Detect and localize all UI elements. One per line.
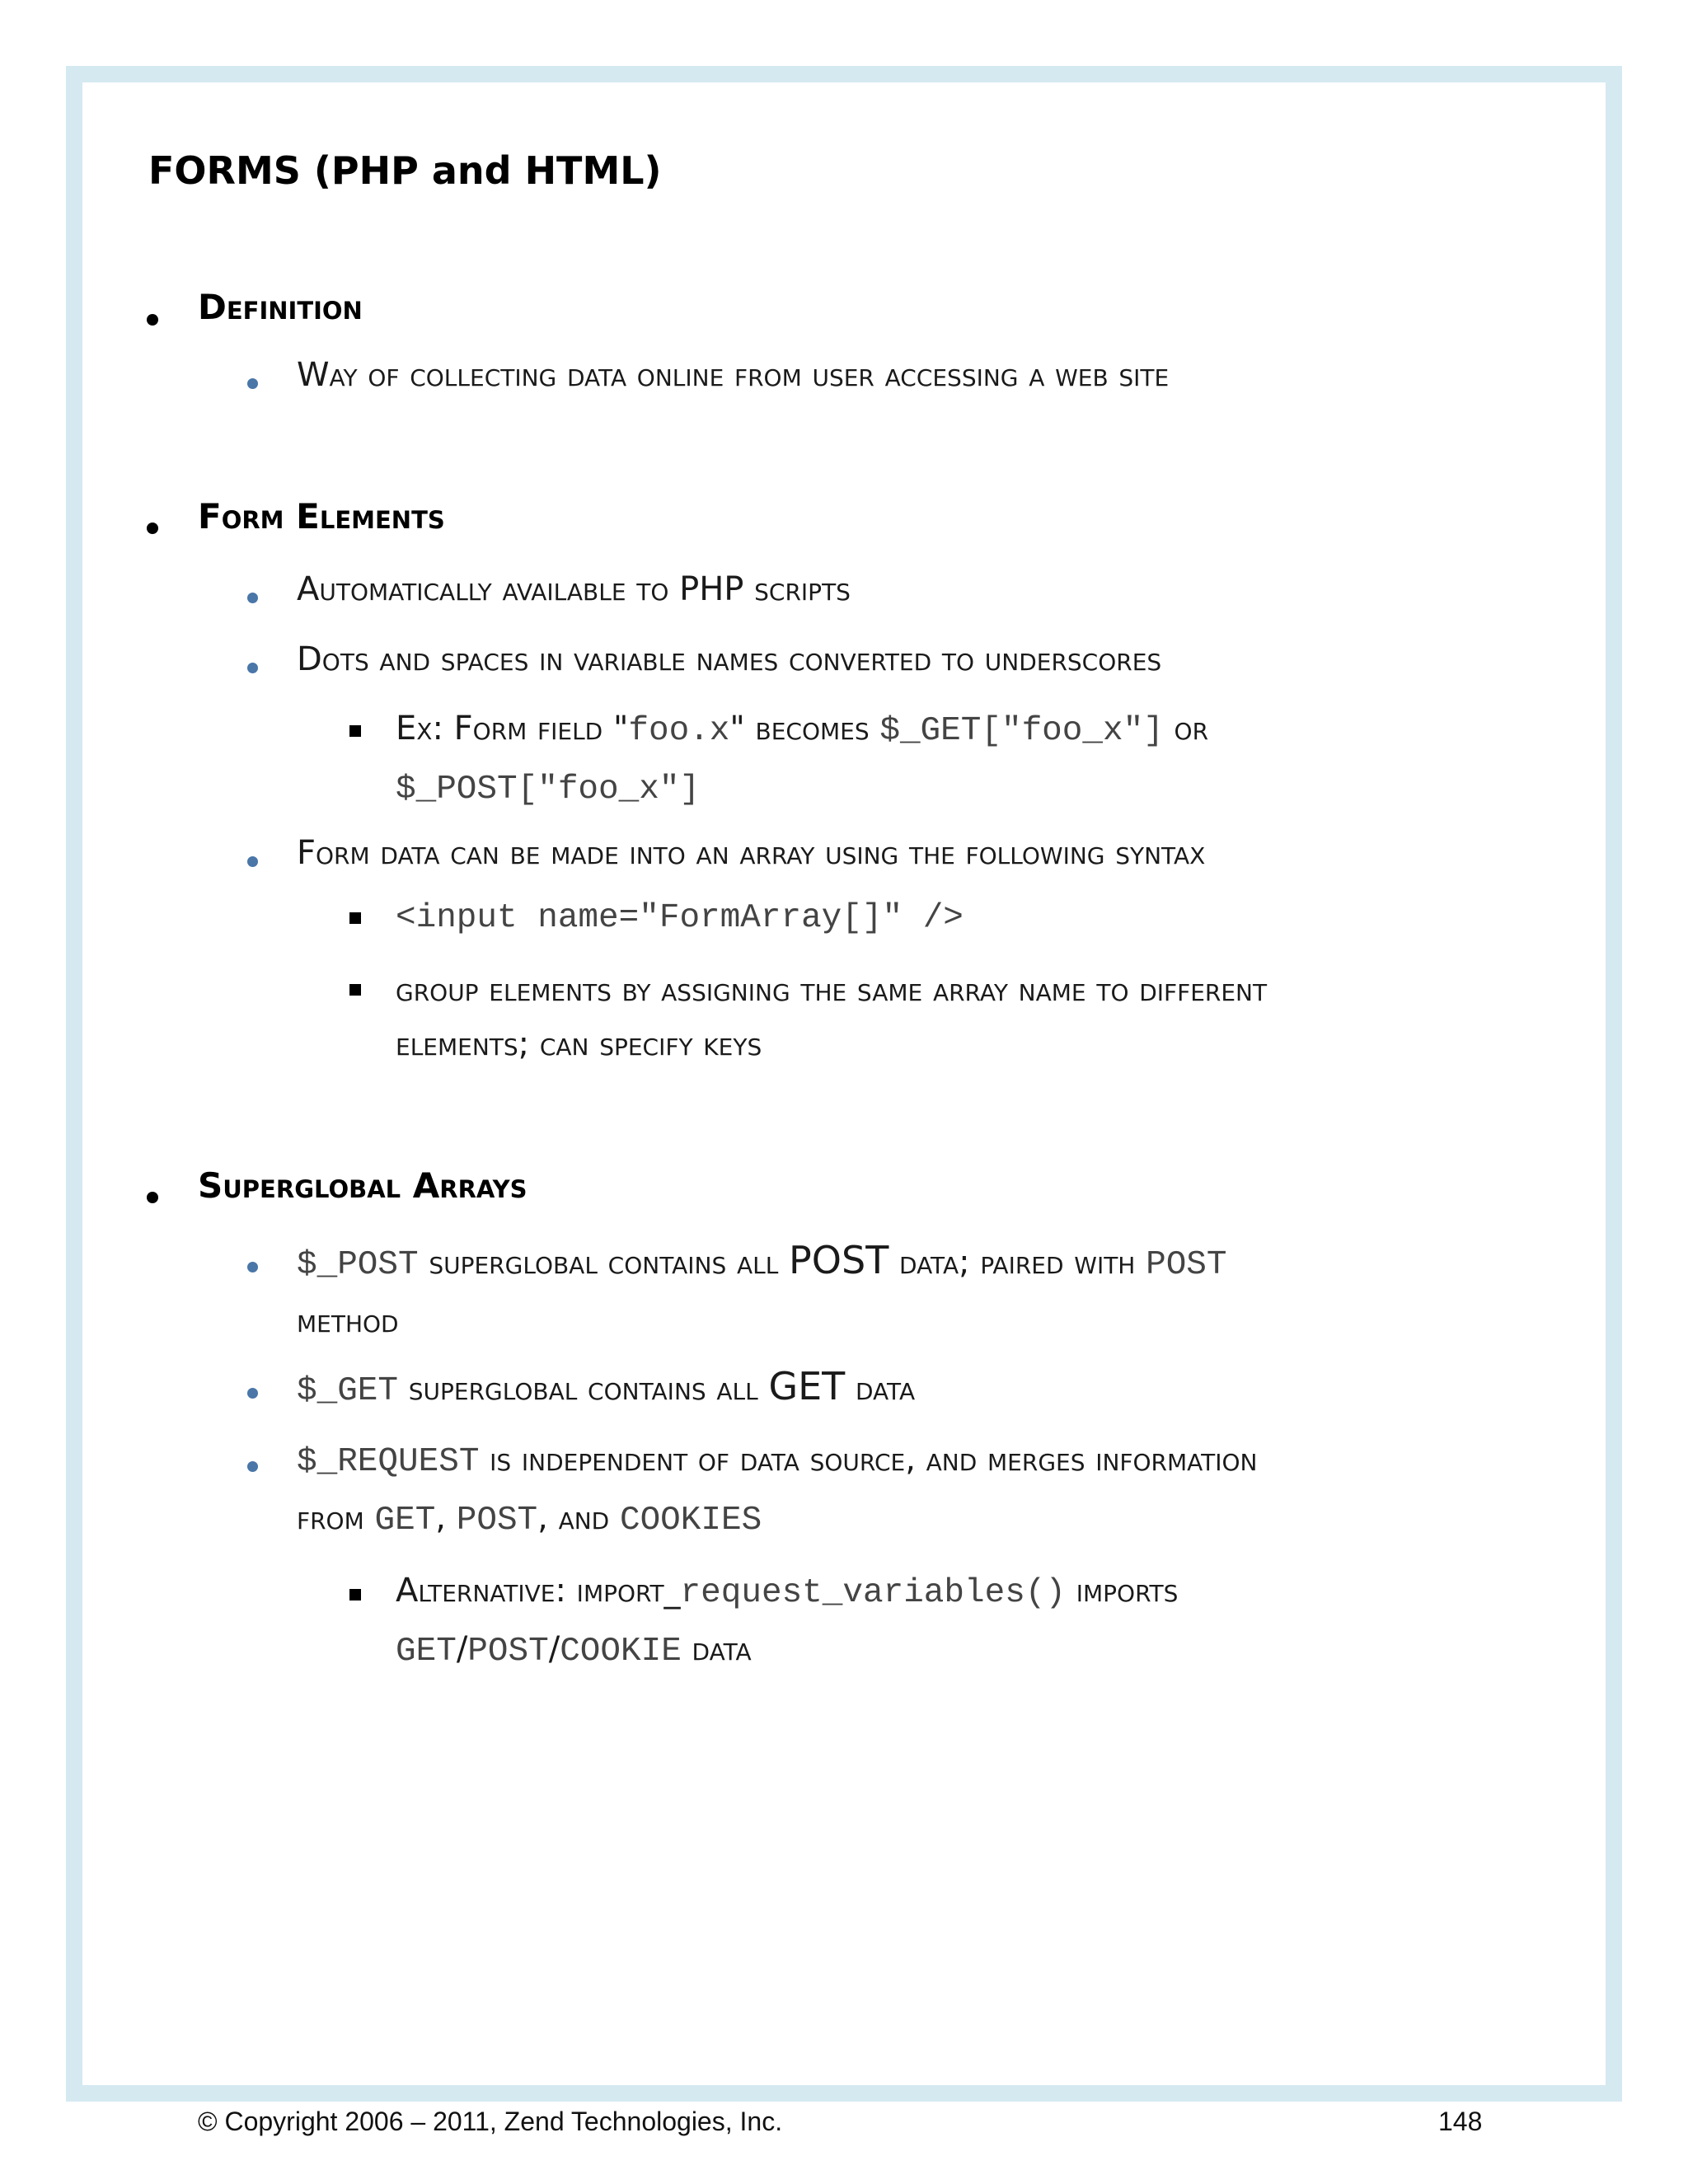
bullet-icon bbox=[147, 523, 158, 534]
code-get-foo-x: $_GET["foo_x"] bbox=[879, 712, 1164, 750]
page-title: FORMS (PHP and HTML) bbox=[148, 148, 662, 193]
form-elements-item-1: Automatically available to PHP scripts bbox=[297, 570, 851, 608]
page-number: 148 bbox=[1438, 2107, 1483, 2136]
superglobal-item-post: $_POST superglobal contains all POST data; paired with POST method bbox=[297, 1238, 1227, 1340]
footer-copyright: © Copyright 2006 – 2011, Zend Technologies, Inc. bbox=[198, 2107, 783, 2136]
section-heading-definition: Definition bbox=[198, 287, 363, 327]
square-bullet-icon bbox=[349, 912, 361, 924]
bullet-icon bbox=[147, 314, 158, 326]
bullet-icon bbox=[247, 1461, 258, 1472]
form-elements-item-2: Dots and spaces in variable names converted to underscores bbox=[297, 640, 1162, 678]
bullet-icon bbox=[147, 1192, 158, 1203]
bullet-icon bbox=[247, 593, 258, 603]
bullet-icon bbox=[247, 1388, 258, 1399]
superglobal-item-request: $_REQUEST is independent of data source, and merges information from GET, POST, and COOKIES bbox=[297, 1441, 1258, 1540]
code-foo-x: foo.x bbox=[628, 712, 730, 750]
square-bullet-icon bbox=[349, 1589, 361, 1601]
bullet-icon bbox=[247, 856, 258, 867]
form-elements-group-note: group elements by assigning the same array name to different elements; can specify keys bbox=[396, 971, 1268, 1063]
superglobal-alternative: Alternative: import_request_variables() imports GET/POST/COOKIE data bbox=[396, 1572, 1179, 1671]
code-post-foo-x: $_POST["foo_x"] bbox=[396, 771, 701, 808]
section-heading-superglobal: Superglobal Arrays bbox=[198, 1165, 528, 1206]
bullet-icon bbox=[247, 663, 258, 673]
square-bullet-icon bbox=[349, 725, 361, 737]
bullet-icon bbox=[247, 1262, 258, 1272]
superglobal-item-get: $_GET superglobal contains all GET data bbox=[297, 1364, 916, 1410]
form-elements-item-3: Form data can be made into an array using the following syntax bbox=[297, 834, 1206, 872]
bullet-icon bbox=[247, 378, 258, 389]
square-bullet-icon bbox=[349, 984, 361, 996]
form-elements-example: Ex: Form field "foo.x" becomes $_GET["foo_x"] or $_POST["foo_x"] bbox=[396, 710, 1209, 808]
definition-item: Way of collecting data online from user accessing a web site bbox=[297, 356, 1170, 394]
section-heading-form-elements: Form Elements bbox=[198, 496, 445, 537]
code-form-array: <input name="FormArray[]" /> bbox=[396, 899, 964, 937]
